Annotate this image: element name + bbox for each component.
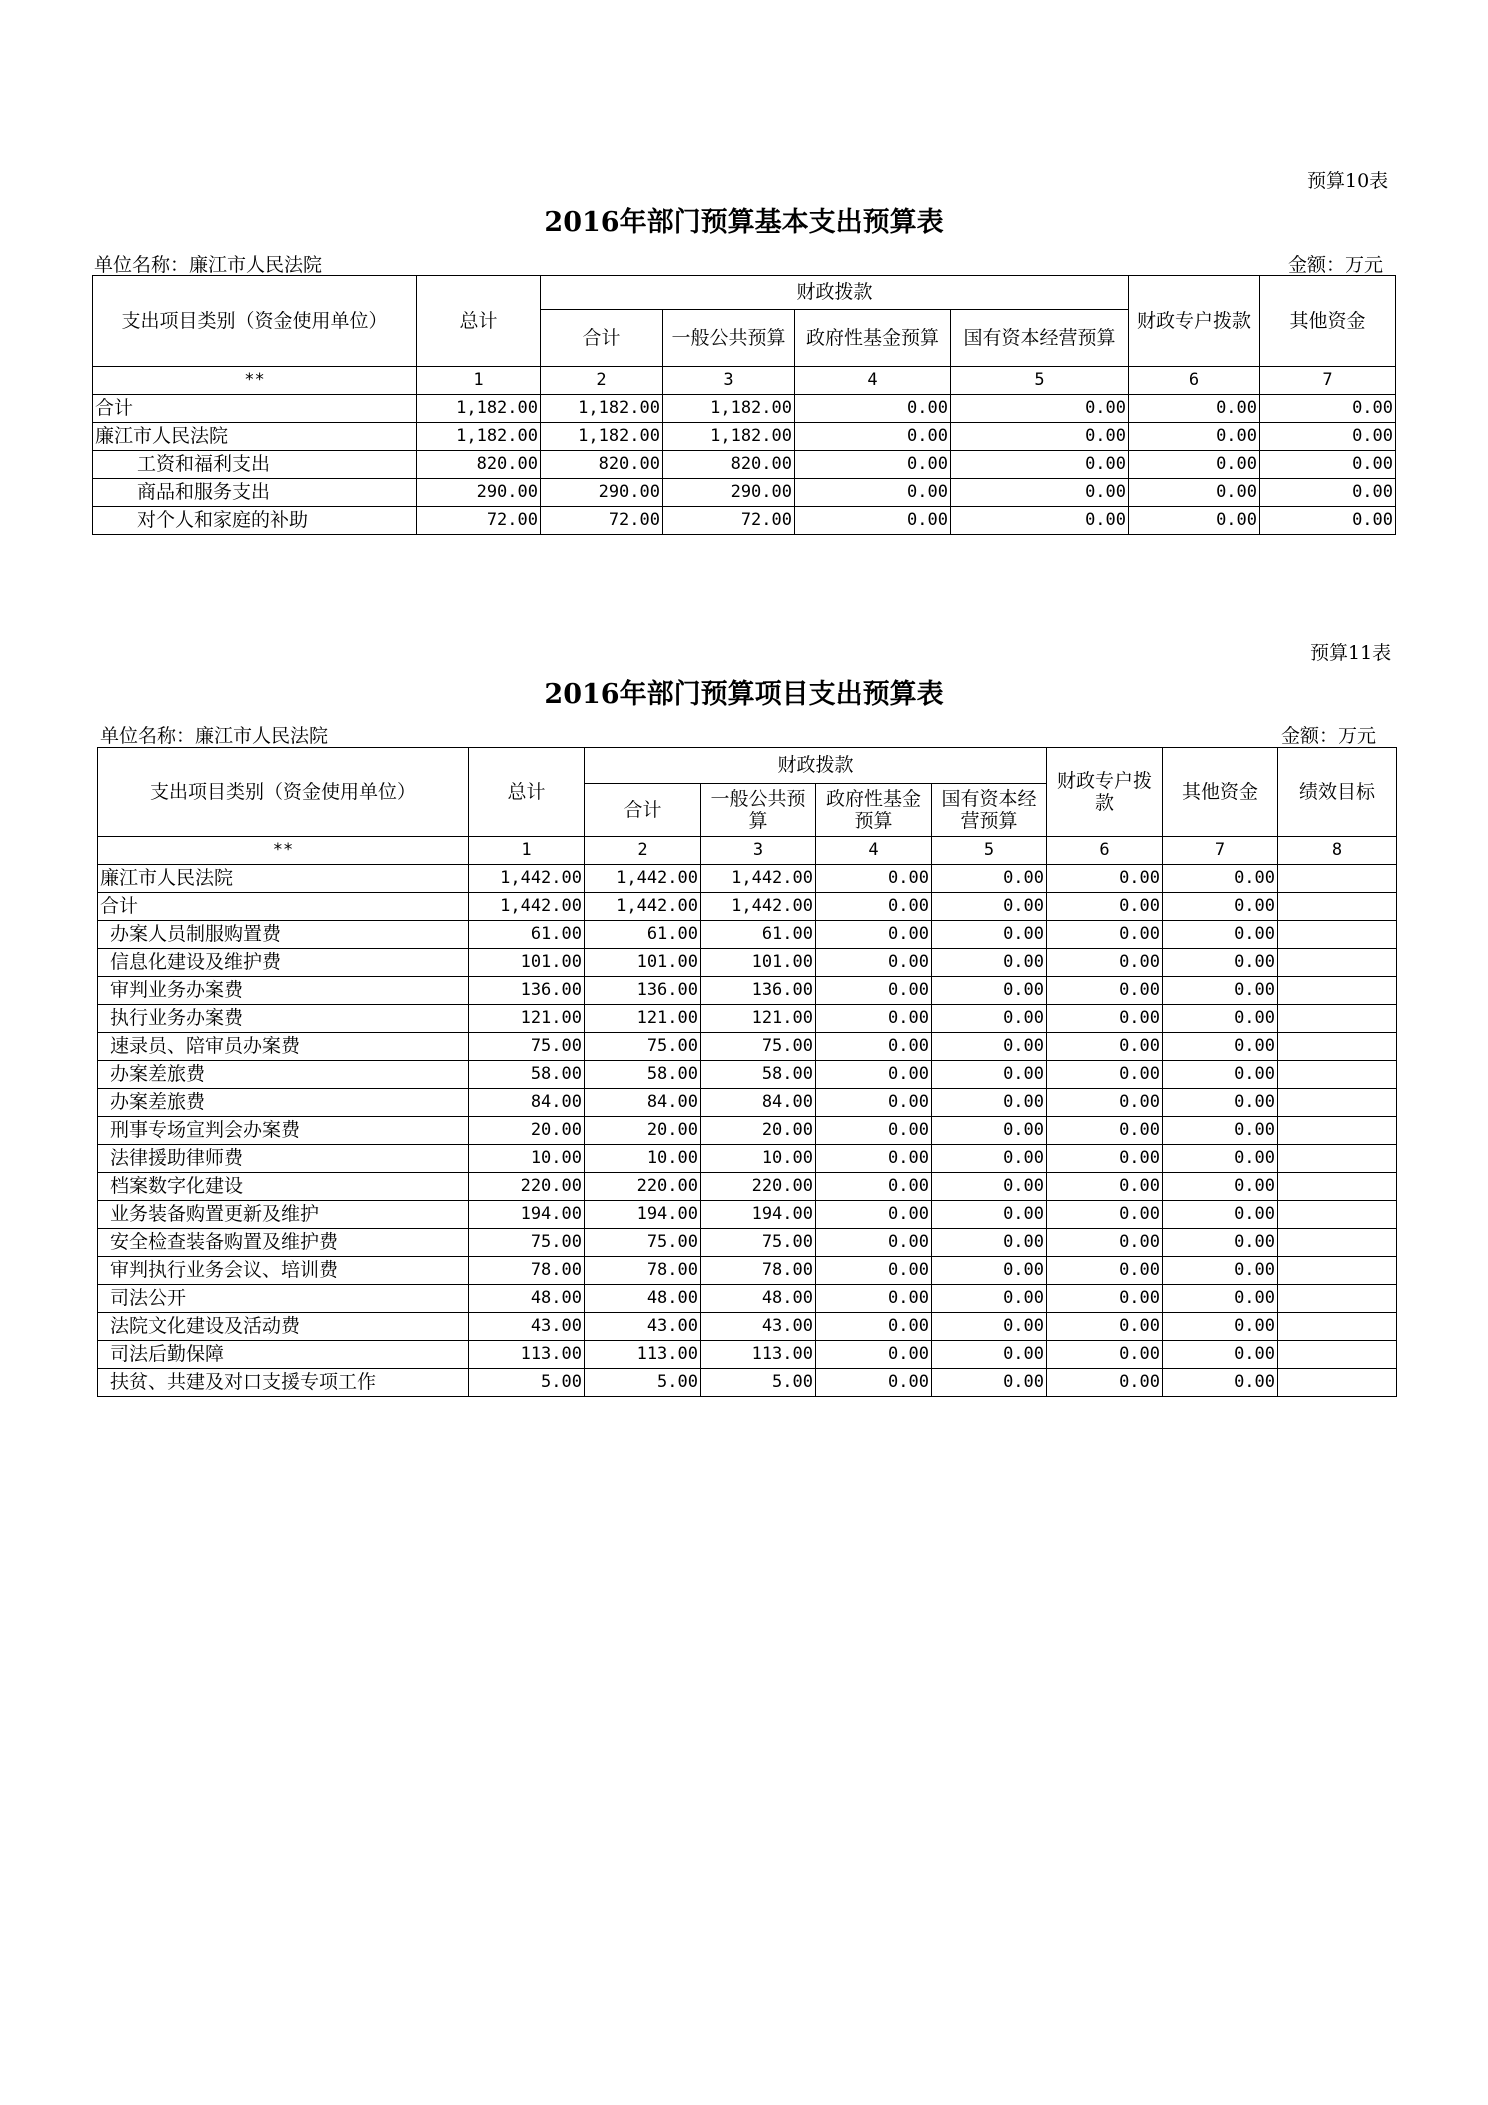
table-row <box>98 1005 1397 1033</box>
row-value: 0.00 <box>932 1061 1047 1089</box>
row-value: 72.00 <box>663 507 795 535</box>
row-value: 290.00 <box>541 479 663 507</box>
row-value: 820.00 <box>663 451 795 479</box>
row-label: 廉江市人民法院 <box>98 865 469 893</box>
row-value: 0.00 <box>932 949 1047 977</box>
row-value: 0.00 <box>1047 865 1163 893</box>
row-value: 0.00 <box>795 423 951 451</box>
row-value: 290.00 <box>417 479 541 507</box>
header-state-capital: 国有资本经营预算 <box>951 310 1129 367</box>
table-row <box>98 1173 1397 1201</box>
row-value: 0.00 <box>932 1285 1047 1313</box>
table-row <box>98 1369 1397 1397</box>
row-label: 商品和服务支出 <box>93 479 417 507</box>
header-fiscal: 财政拨款 <box>541 276 1129 310</box>
table-row <box>98 865 1397 893</box>
index-cell: 2 <box>585 837 701 865</box>
row-value: 0.00 <box>816 1285 932 1313</box>
row-value: 10.00 <box>701 1145 816 1173</box>
row-value: 0.00 <box>1047 1145 1163 1173</box>
row-label: 审判执行业务会议、培训费 <box>98 1257 469 1285</box>
row-value: 0.00 <box>795 395 951 423</box>
index-cell: 4 <box>816 837 932 865</box>
row-label: 速录员、陪审员办案费 <box>98 1033 469 1061</box>
row-label: 安全检查装备购置及维护费 <box>98 1229 469 1257</box>
row-value <box>1278 1313 1397 1341</box>
row-label: 业务装备购置更新及维护 <box>98 1201 469 1229</box>
row-value: 194.00 <box>469 1201 585 1229</box>
row-value: 0.00 <box>1129 479 1260 507</box>
row-value: 194.00 <box>701 1201 816 1229</box>
row-value: 0.00 <box>816 1033 932 1061</box>
table-row <box>93 479 1396 507</box>
index-cell: 4 <box>795 367 951 395</box>
row-value: 0.00 <box>1163 865 1278 893</box>
row-label: 司法公开 <box>98 1285 469 1313</box>
row-label: 信息化建设及维护费 <box>98 949 469 977</box>
row-value: 0.00 <box>1163 1089 1278 1117</box>
table-row <box>98 949 1397 977</box>
row-value: 5.00 <box>469 1369 585 1397</box>
table11-unit: 单位名称：廉江市人民法院 <box>100 725 329 747</box>
row-value: 61.00 <box>585 921 701 949</box>
row-value: 0.00 <box>1047 1369 1163 1397</box>
row-label: 档案数字化建设 <box>98 1173 469 1201</box>
header-subtotal: 合计 <box>541 310 663 367</box>
row-value <box>1278 893 1397 921</box>
table10-ref: 预算10表 <box>1307 170 1389 192</box>
row-value: 121.00 <box>701 1005 816 1033</box>
row-value: 0.00 <box>1163 1033 1278 1061</box>
row-value: 1,442.00 <box>469 865 585 893</box>
row-value: 121.00 <box>585 1005 701 1033</box>
row-value: 0.00 <box>816 1145 932 1173</box>
row-value: 75.00 <box>701 1229 816 1257</box>
index-row <box>98 837 1397 865</box>
table10 <box>92 275 1396 535</box>
row-value: 0.00 <box>816 1005 932 1033</box>
table-row <box>98 1341 1397 1369</box>
row-value: 0.00 <box>951 423 1129 451</box>
index-cell: 7 <box>1163 837 1278 865</box>
row-value: 0.00 <box>1260 451 1396 479</box>
row-value <box>1278 977 1397 1005</box>
row-value: 0.00 <box>816 1257 932 1285</box>
row-value: 0.00 <box>816 1089 932 1117</box>
row-value: 0.00 <box>816 1061 932 1089</box>
row-value: 84.00 <box>585 1089 701 1117</box>
row-value: 113.00 <box>469 1341 585 1369</box>
row-value: 0.00 <box>932 1145 1047 1173</box>
row-label: 刑事专场宣判会办案费 <box>98 1117 469 1145</box>
header-general: 一般公共预算 <box>663 310 795 367</box>
row-value: 101.00 <box>469 949 585 977</box>
index-cell: 5 <box>951 367 1129 395</box>
row-value: 0.00 <box>1047 893 1163 921</box>
row-label: 工资和福利支出 <box>93 451 417 479</box>
row-value: 0.00 <box>816 1369 932 1397</box>
row-value <box>1278 949 1397 977</box>
index-cell: ** <box>98 837 469 865</box>
row-value: 0.00 <box>932 893 1047 921</box>
row-value: 43.00 <box>701 1313 816 1341</box>
row-value: 78.00 <box>701 1257 816 1285</box>
row-value <box>1278 1257 1397 1285</box>
row-value: 0.00 <box>932 1201 1047 1229</box>
row-value: 0.00 <box>1047 1257 1163 1285</box>
table-row <box>98 1089 1397 1117</box>
row-value: 0.00 <box>1163 1201 1278 1229</box>
row-value <box>1278 865 1397 893</box>
index-cell: 2 <box>541 367 663 395</box>
row-value: 75.00 <box>585 1229 701 1257</box>
header-category: 支出项目类别（资金使用单位） <box>93 276 417 367</box>
row-value: 5.00 <box>585 1369 701 1397</box>
row-value: 48.00 <box>585 1285 701 1313</box>
row-label: 执行业务办案费 <box>98 1005 469 1033</box>
row-value: 0.00 <box>1047 1033 1163 1061</box>
header-general: 一般公共预算 <box>701 784 816 837</box>
row-value <box>1278 1145 1397 1173</box>
row-value: 0.00 <box>1163 1341 1278 1369</box>
row-value: 0.00 <box>932 1089 1047 1117</box>
table10-title: 2016年部门预算基本支出预算表 <box>544 207 944 238</box>
row-value: 0.00 <box>1129 507 1260 535</box>
row-value: 0.00 <box>1163 949 1278 977</box>
row-value: 0.00 <box>1163 1229 1278 1257</box>
header-special: 财政专户拨款 <box>1129 276 1260 367</box>
row-value: 0.00 <box>951 479 1129 507</box>
row-value: 220.00 <box>469 1173 585 1201</box>
row-value <box>1278 1369 1397 1397</box>
table11-ref: 预算11表 <box>1310 642 1392 664</box>
row-value: 72.00 <box>541 507 663 535</box>
row-value: 0.00 <box>1163 1313 1278 1341</box>
table11-amount-unit: 金额：万元 <box>1281 725 1377 747</box>
row-value: 20.00 <box>469 1117 585 1145</box>
index-cell: 6 <box>1129 367 1260 395</box>
row-value: 0.00 <box>932 1369 1047 1397</box>
row-value: 0.00 <box>932 1313 1047 1341</box>
row-value <box>1278 1061 1397 1089</box>
row-value: 0.00 <box>1047 1117 1163 1145</box>
row-value: 0.00 <box>1047 949 1163 977</box>
row-value <box>1278 1201 1397 1229</box>
row-value: 1,182.00 <box>417 423 541 451</box>
row-value: 20.00 <box>701 1117 816 1145</box>
row-value: 0.00 <box>932 1229 1047 1257</box>
row-value: 58.00 <box>701 1061 816 1089</box>
row-value: 0.00 <box>1163 921 1278 949</box>
table-row <box>98 1313 1397 1341</box>
row-value: 0.00 <box>1260 479 1396 507</box>
row-value: 5.00 <box>701 1369 816 1397</box>
table-row <box>98 1033 1397 1061</box>
row-value: 220.00 <box>701 1173 816 1201</box>
header-total: 总计 <box>469 748 585 837</box>
row-value: 0.00 <box>1047 1173 1163 1201</box>
row-value: 0.00 <box>816 1313 932 1341</box>
row-value: 0.00 <box>951 507 1129 535</box>
row-label: 办案差旅费 <box>98 1061 469 1089</box>
table-row <box>98 1201 1397 1229</box>
row-label: 法院文化建设及活动费 <box>98 1313 469 1341</box>
table-row <box>93 507 1396 535</box>
header-total: 总计 <box>417 276 541 367</box>
row-value: 58.00 <box>469 1061 585 1089</box>
table-row <box>93 451 1396 479</box>
row-value: 0.00 <box>795 507 951 535</box>
row-value: 0.00 <box>932 865 1047 893</box>
index-cell: 3 <box>663 367 795 395</box>
row-value: 820.00 <box>417 451 541 479</box>
row-value: 61.00 <box>469 921 585 949</box>
row-value: 113.00 <box>585 1341 701 1369</box>
row-label: 办案人员制服购置费 <box>98 921 469 949</box>
row-value: 84.00 <box>701 1089 816 1117</box>
row-value: 1,182.00 <box>417 395 541 423</box>
row-value: 0.00 <box>816 949 932 977</box>
row-value <box>1278 1033 1397 1061</box>
header-gov-fund: 政府性基金预算 <box>795 310 951 367</box>
row-value: 0.00 <box>1163 1061 1278 1089</box>
row-value: 0.00 <box>1163 1369 1278 1397</box>
row-value: 43.00 <box>585 1313 701 1341</box>
index-cell: 5 <box>932 837 1047 865</box>
row-value: 0.00 <box>1260 395 1396 423</box>
row-value: 0.00 <box>1047 1341 1163 1369</box>
row-value: 0.00 <box>816 1201 932 1229</box>
row-value <box>1278 1089 1397 1117</box>
row-value: 48.00 <box>469 1285 585 1313</box>
table11 <box>97 747 1397 1397</box>
row-value: 75.00 <box>469 1033 585 1061</box>
table10-amount-unit: 金额：万元 <box>1288 254 1384 276</box>
row-value: 1,182.00 <box>541 395 663 423</box>
row-value: 1,182.00 <box>541 423 663 451</box>
row-value: 84.00 <box>469 1089 585 1117</box>
row-value: 0.00 <box>932 1173 1047 1201</box>
row-value: 0.00 <box>1163 1005 1278 1033</box>
row-value: 136.00 <box>469 977 585 1005</box>
row-value: 0.00 <box>951 451 1129 479</box>
table-row <box>98 1285 1397 1313</box>
header-other: 其他资金 <box>1163 748 1278 837</box>
table-row <box>98 1257 1397 1285</box>
table-row <box>98 1229 1397 1257</box>
row-value: 0.00 <box>1047 977 1163 1005</box>
row-value: 10.00 <box>585 1145 701 1173</box>
row-value: 0.00 <box>932 1005 1047 1033</box>
row-value <box>1278 1173 1397 1201</box>
row-value: 0.00 <box>1163 1117 1278 1145</box>
row-value: 0.00 <box>1163 1173 1278 1201</box>
table-row <box>98 1061 1397 1089</box>
row-label: 法律援助律师费 <box>98 1145 469 1173</box>
row-value: 75.00 <box>701 1033 816 1061</box>
row-value: 0.00 <box>1047 1229 1163 1257</box>
row-value: 194.00 <box>585 1201 701 1229</box>
row-value <box>1278 1005 1397 1033</box>
row-value: 0.00 <box>932 1033 1047 1061</box>
row-value <box>1278 921 1397 949</box>
row-value: 0.00 <box>1163 1257 1278 1285</box>
row-value: 0.00 <box>816 1117 932 1145</box>
row-value: 290.00 <box>663 479 795 507</box>
row-value: 0.00 <box>1047 1061 1163 1089</box>
row-value: 0.00 <box>816 1341 932 1369</box>
header-subtotal: 合计 <box>585 784 701 837</box>
row-value: 0.00 <box>1047 1005 1163 1033</box>
row-value: 1,182.00 <box>663 423 795 451</box>
row-value: 101.00 <box>585 949 701 977</box>
row-value: 113.00 <box>701 1341 816 1369</box>
row-value <box>1278 1341 1397 1369</box>
row-value: 10.00 <box>469 1145 585 1173</box>
row-label: 司法后勤保障 <box>98 1341 469 1369</box>
row-value: 220.00 <box>585 1173 701 1201</box>
row-value: 1,442.00 <box>585 865 701 893</box>
row-value: 48.00 <box>701 1285 816 1313</box>
index-row <box>93 367 1396 395</box>
row-value: 0.00 <box>1129 395 1260 423</box>
table10-unit: 单位名称：廉江市人民法院 <box>94 254 323 276</box>
row-value: 1,182.00 <box>663 395 795 423</box>
header-category: 支出项目类别（资金使用单位） <box>98 748 469 837</box>
row-label: 合计 <box>93 395 417 423</box>
header-other: 其他资金 <box>1260 276 1396 367</box>
row-value: 820.00 <box>541 451 663 479</box>
header-gov-fund: 政府性基金预算 <box>816 784 932 837</box>
row-value: 0.00 <box>951 395 1129 423</box>
row-value: 0.00 <box>1047 1313 1163 1341</box>
header-state-capital: 国有资本经营预算 <box>932 784 1047 837</box>
row-value: 0.00 <box>932 1341 1047 1369</box>
row-value: 78.00 <box>585 1257 701 1285</box>
row-value: 75.00 <box>585 1033 701 1061</box>
row-value: 0.00 <box>1163 977 1278 1005</box>
row-value: 61.00 <box>701 921 816 949</box>
row-value: 0.00 <box>795 479 951 507</box>
table-row <box>98 921 1397 949</box>
row-value: 0.00 <box>1163 1145 1278 1173</box>
row-value: 78.00 <box>469 1257 585 1285</box>
row-value: 0.00 <box>932 1117 1047 1145</box>
row-label: 廉江市人民法院 <box>93 423 417 451</box>
row-value: 0.00 <box>932 977 1047 1005</box>
row-value: 0.00 <box>1047 1089 1163 1117</box>
row-value: 0.00 <box>1047 921 1163 949</box>
row-value: 0.00 <box>816 1173 932 1201</box>
row-value: 1,442.00 <box>701 865 816 893</box>
row-value: 75.00 <box>469 1229 585 1257</box>
row-value <box>1278 1285 1397 1313</box>
table-row <box>93 395 1396 423</box>
row-label: 扶贫、共建及对口支援专项工作 <box>98 1369 469 1397</box>
row-value: 72.00 <box>417 507 541 535</box>
table-row <box>98 977 1397 1005</box>
row-value: 0.00 <box>1047 1285 1163 1313</box>
index-cell: 1 <box>417 367 541 395</box>
row-value: 20.00 <box>585 1117 701 1145</box>
header-target: 绩效目标 <box>1278 748 1397 837</box>
row-value: 0.00 <box>1047 1201 1163 1229</box>
row-label: 办案差旅费 <box>98 1089 469 1117</box>
index-cell: 1 <box>469 837 585 865</box>
index-cell: 7 <box>1260 367 1396 395</box>
row-value: 1,442.00 <box>585 893 701 921</box>
row-value: 101.00 <box>701 949 816 977</box>
row-value: 0.00 <box>1260 507 1396 535</box>
row-value: 0.00 <box>795 451 951 479</box>
row-value: 1,442.00 <box>701 893 816 921</box>
row-value: 0.00 <box>1129 451 1260 479</box>
row-label: 对个人和家庭的补助 <box>93 507 417 535</box>
row-value: 0.00 <box>816 1229 932 1257</box>
row-value: 136.00 <box>585 977 701 1005</box>
row-value: 43.00 <box>469 1313 585 1341</box>
row-label: 审判业务办案费 <box>98 977 469 1005</box>
row-value: 121.00 <box>469 1005 585 1033</box>
index-cell: 6 <box>1047 837 1163 865</box>
row-value: 58.00 <box>585 1061 701 1089</box>
row-value: 0.00 <box>816 921 932 949</box>
row-value <box>1278 1229 1397 1257</box>
header-special: 财政专户拨款 <box>1047 748 1163 837</box>
index-cell: 8 <box>1278 837 1397 865</box>
row-value: 0.00 <box>932 1257 1047 1285</box>
row-label: 合计 <box>98 893 469 921</box>
row-value: 0.00 <box>1163 893 1278 921</box>
row-value: 1,442.00 <box>469 893 585 921</box>
index-cell: 3 <box>701 837 816 865</box>
header-fiscal: 财政拨款 <box>585 748 1047 784</box>
row-value: 0.00 <box>932 921 1047 949</box>
index-cell: ** <box>93 367 417 395</box>
row-value <box>1278 1117 1397 1145</box>
table-row <box>98 1145 1397 1173</box>
table-row <box>98 893 1397 921</box>
table11-title: 2016年部门预算项目支出预算表 <box>544 679 944 710</box>
row-value: 0.00 <box>816 865 932 893</box>
row-value: 0.00 <box>1163 1285 1278 1313</box>
row-value: 0.00 <box>1260 423 1396 451</box>
row-value: 0.00 <box>816 977 932 1005</box>
row-value: 136.00 <box>701 977 816 1005</box>
table-row <box>98 1117 1397 1145</box>
table-row <box>93 423 1396 451</box>
row-value: 0.00 <box>1129 423 1260 451</box>
row-value: 0.00 <box>816 893 932 921</box>
